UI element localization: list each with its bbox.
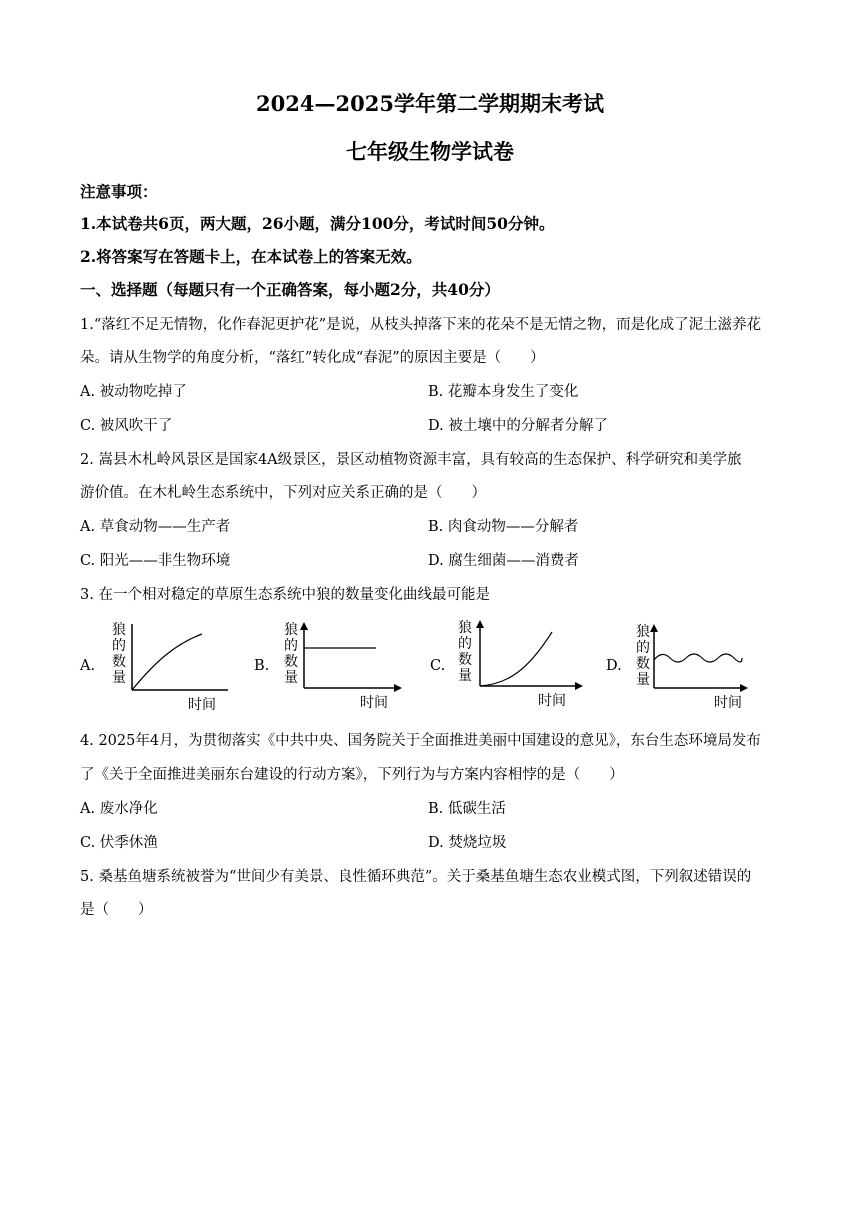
q2-option-c: C. 阳光——非生物环境 bbox=[80, 553, 231, 569]
q3-graph-c-ylabel-3: 数 bbox=[458, 652, 472, 668]
q3-graph-d-ylabel-2: 的 bbox=[636, 640, 650, 656]
q3-graph-b-ylabel-4: 量 bbox=[284, 670, 298, 686]
q3-graph-b-ylabel-3: 数 bbox=[284, 654, 298, 670]
q5-line-1: 5. 桑基鱼塘系统被誉为“世间少有美景、良性循环典范”。关于桑基鱼塘生态农业模式图，下列叙述错误的 bbox=[80, 869, 752, 885]
q1-line-2: 朵。请从生物学的角度分析，“落红”转化成“春泥”的原因主要是（ ） bbox=[80, 350, 545, 366]
q4-option-d: D. 焚烧垃圾 bbox=[428, 835, 507, 851]
q1-line-1: 1.“落红不足无情物，化作春泥更护花”是说，从枝头掉落下来的花朵不是无情之物，而是化成了泥土滋养花 bbox=[80, 317, 762, 333]
q3-graph-b-plot bbox=[272, 622, 402, 694]
q3-graph-c bbox=[448, 620, 583, 710]
q5-line-2: 是（ ） bbox=[80, 902, 153, 918]
q3-graph-c-letter: C. bbox=[430, 658, 446, 674]
q3-graph-d-xlabel: 时间 bbox=[714, 695, 742, 711]
q4-line-2: 了《关于全面推进美丽东台建设的行动方案》，下列行为与方案内容相悖的是（ ） bbox=[80, 767, 624, 783]
q3-graph-a-plot bbox=[100, 622, 230, 694]
q2-option-d: D. 腐生细菌——消费者 bbox=[428, 553, 579, 569]
exam-subtitle: 七年级生物学试卷 bbox=[346, 139, 514, 164]
q3-graph-d-plot bbox=[624, 624, 748, 694]
q1-option-d: D. 被土壤中的分解者分解了 bbox=[428, 418, 608, 434]
q3-graph-a-xlabel: 时间 bbox=[188, 697, 216, 713]
q3-graph-d bbox=[624, 624, 748, 712]
q2-line-1: 2. 嵩县木札岭风景区是国家4A级景区，景区动植物资源丰富，具有较高的生态保护、科学研究和美学旅 bbox=[80, 452, 742, 468]
q1-option-c: C. 被风吹干了 bbox=[80, 418, 173, 434]
q3-line-1: 3. 在一个相对稳定的草原生态系统中狼的数量变化曲线最可能是 bbox=[80, 587, 490, 603]
section-heading: 一、选择题（每题只有一个正确答案，每小题2分，共40分） bbox=[80, 280, 500, 299]
q3-graph-a bbox=[100, 622, 230, 713]
q2-option-b: B. 肉食动物——分解者 bbox=[428, 519, 579, 535]
q3-graph-b-ylabel-2: 的 bbox=[284, 638, 298, 654]
q2-option-a: A. 草食动物——生产者 bbox=[80, 519, 231, 535]
notice-heading: 注意事项： bbox=[80, 182, 158, 201]
q4-line-1: 4. 2025年4月，为贯彻落实《中共中央、国务院关于全面推进美丽中国建设的意见》，东台生态环境局发布 bbox=[80, 733, 761, 749]
q3-graph-a-ylabel-4: 量 bbox=[112, 670, 126, 686]
q3-graph-c-ylabel-1: 狼 bbox=[458, 620, 472, 636]
q3-graph-c-xlabel: 时间 bbox=[538, 693, 566, 709]
q3-graph-c-plot bbox=[448, 620, 583, 692]
q3-graph-c-ylabel-4: 量 bbox=[458, 668, 472, 684]
q3-graph-c-ylabel-2: 的 bbox=[458, 636, 472, 652]
q3-graph-a-letter: A. bbox=[80, 658, 96, 674]
q3-graph-d-ylabel-4: 量 bbox=[636, 672, 650, 688]
q3-graph-d-ylabel-3: 数 bbox=[636, 656, 650, 672]
q2-line-2: 游价值。在木札岭生态系统中，下列对应关系正确的是（ ） bbox=[80, 485, 486, 501]
q1-option-b: B. 花瓣本身发生了变化 bbox=[428, 384, 579, 400]
exam-title: 2024—2025学年第二学期期末考试 bbox=[256, 91, 604, 116]
q3-graph-a-ylabel-2: 的 bbox=[112, 638, 126, 654]
q1-option-a: A. 被动物吃掉了 bbox=[80, 384, 187, 400]
q3-graph-b-xlabel: 时间 bbox=[360, 695, 388, 711]
q4-option-b: B. 低碳生活 bbox=[428, 801, 506, 817]
q4-option-a: A. 废水净化 bbox=[80, 801, 158, 817]
q3-graph-d-letter: D. bbox=[606, 658, 622, 674]
q3-graph-b-ylabel-1: 狼 bbox=[284, 622, 298, 638]
q3-graph-d-ylabel-1: 狼 bbox=[636, 624, 650, 640]
notice-line-1: 1.本试卷共6页，两大题，26小题，满分100分，考试时间50分钟。 bbox=[80, 214, 555, 233]
q3-graph-a-ylabel-3: 数 bbox=[112, 654, 126, 670]
q4-option-c: C. 伏季休渔 bbox=[80, 835, 158, 851]
q3-graph-b-letter: B. bbox=[254, 658, 270, 674]
notice-line-2: 2.将答案写在答题卡上，在本试卷上的答案无效。 bbox=[80, 247, 422, 266]
q3-graph-b bbox=[272, 622, 402, 710]
q3-graph-a-ylabel-1: 狼 bbox=[112, 622, 126, 638]
